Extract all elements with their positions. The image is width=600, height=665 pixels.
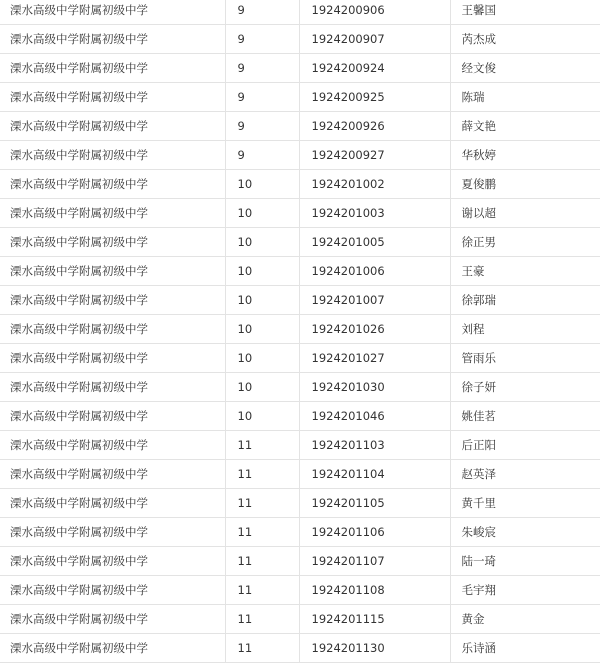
class-cell: 10 (225, 257, 299, 286)
table-row (0, 518, 600, 547)
table-row (0, 431, 600, 460)
table-row (0, 605, 600, 634)
school-cell: 溧水高级中学附属初级中学 (0, 83, 225, 112)
student-id-cell: 1924201108 (299, 576, 450, 605)
school-cell: 溧水高级中学附属初级中学 (0, 0, 225, 25)
school-cell: 溧水高级中学附属初级中学 (0, 576, 225, 605)
student-id-cell: 1924201027 (299, 344, 450, 373)
table-row (0, 141, 600, 170)
class-cell: 10 (225, 170, 299, 199)
school-cell: 溧水高级中学附属初级中学 (0, 460, 225, 489)
student-name-cell: 陈瑞 (450, 83, 600, 112)
class-cell: 11 (225, 431, 299, 460)
table-row (0, 634, 600, 663)
class-cell: 10 (225, 315, 299, 344)
student-id-cell: 1924200924 (299, 54, 450, 83)
class-cell: 11 (225, 576, 299, 605)
student-name-cell: 徐郭瑞 (450, 286, 600, 315)
class-cell: 10 (225, 402, 299, 431)
student-name-cell: 徐子妍 (450, 373, 600, 402)
class-cell: 10 (225, 344, 299, 373)
student-id-cell: 1924201006 (299, 257, 450, 286)
student-id-cell: 1924201002 (299, 170, 450, 199)
table-row (0, 373, 600, 402)
class-cell: 9 (225, 25, 299, 54)
student-name-cell: 薛文艳 (450, 112, 600, 141)
class-cell: 9 (225, 141, 299, 170)
table-row (0, 489, 600, 518)
table-row (0, 344, 600, 373)
table-row (0, 257, 600, 286)
school-cell: 溧水高级中学附属初级中学 (0, 344, 225, 373)
table-row (0, 576, 600, 605)
class-cell: 9 (225, 0, 299, 25)
school-cell: 溧水高级中学附属初级中学 (0, 373, 225, 402)
class-cell: 11 (225, 460, 299, 489)
school-cell: 溧水高级中学附属初级中学 (0, 228, 225, 257)
class-cell: 9 (225, 83, 299, 112)
table-row (0, 25, 600, 54)
school-cell: 溧水高级中学附属初级中学 (0, 518, 225, 547)
school-cell: 溧水高级中学附属初级中学 (0, 489, 225, 518)
table-row (0, 547, 600, 576)
class-cell: 11 (225, 518, 299, 547)
school-cell: 溧水高级中学附属初级中学 (0, 286, 225, 315)
class-cell: 11 (225, 634, 299, 663)
table-row (0, 83, 600, 112)
student-name-cell: 毛宇翔 (450, 576, 600, 605)
table-row (0, 112, 600, 141)
student-name-cell: 赵英泽 (450, 460, 600, 489)
student-name-cell: 姚佳茗 (450, 402, 600, 431)
school-cell: 溧水高级中学附属初级中学 (0, 54, 225, 83)
student-name-cell: 陆一琦 (450, 547, 600, 576)
school-cell: 溧水高级中学附属初级中学 (0, 431, 225, 460)
student-id-cell: 1924200927 (299, 141, 450, 170)
student-name-cell: 王馨国 (450, 0, 600, 25)
school-cell: 溧水高级中学附属初级中学 (0, 402, 225, 431)
table-row (0, 402, 600, 431)
student-id-cell: 1924201103 (299, 431, 450, 460)
school-cell: 溧水高级中学附属初级中学 (0, 170, 225, 199)
class-cell: 10 (225, 199, 299, 228)
table-row (0, 54, 600, 83)
table-row (0, 228, 600, 257)
student-id-cell: 1924201104 (299, 460, 450, 489)
school-cell: 溧水高级中学附属初级中学 (0, 315, 225, 344)
student-name-cell: 刘程 (450, 315, 600, 344)
class-cell: 9 (225, 54, 299, 83)
student-id-cell: 1924200907 (299, 25, 450, 54)
table-row (0, 286, 600, 315)
student-name-cell: 朱峻宸 (450, 518, 600, 547)
student-id-cell: 1924200925 (299, 83, 450, 112)
table-row (0, 170, 600, 199)
class-cell: 11 (225, 605, 299, 634)
student-name-cell: 徐正男 (450, 228, 600, 257)
class-cell: 11 (225, 547, 299, 576)
student-id-cell: 1924201003 (299, 199, 450, 228)
student-name-cell: 夏俊鹏 (450, 170, 600, 199)
class-cell: 10 (225, 286, 299, 315)
student-id-cell: 1924201005 (299, 228, 450, 257)
student-id-cell: 1924201026 (299, 315, 450, 344)
student-name-cell: 王豪 (450, 257, 600, 286)
table-row (0, 315, 600, 344)
student-id-cell: 1924201115 (299, 605, 450, 634)
school-cell: 溧水高级中学附属初级中学 (0, 112, 225, 141)
student-name-cell: 乐诗涵 (450, 634, 600, 663)
student-id-cell: 1924201046 (299, 402, 450, 431)
student-name-cell: 后正阳 (450, 431, 600, 460)
student-id-cell: 1924201007 (299, 286, 450, 315)
student-name-cell: 华秋婷 (450, 141, 600, 170)
table-row (0, 0, 600, 25)
student-id-cell: 1924200906 (299, 0, 450, 25)
table-row (0, 199, 600, 228)
student-id-cell: 1924201106 (299, 518, 450, 547)
student-id-cell: 1924201107 (299, 547, 450, 576)
student-name-cell: 管雨乐 (450, 344, 600, 373)
school-cell: 溧水高级中学附属初级中学 (0, 547, 225, 576)
school-cell: 溧水高级中学附属初级中学 (0, 199, 225, 228)
student-id-cell: 1924201130 (299, 634, 450, 663)
student-name-cell: 芮杰成 (450, 25, 600, 54)
student-name-cell: 谢以超 (450, 199, 600, 228)
student-id-cell: 1924200926 (299, 112, 450, 141)
class-cell: 10 (225, 228, 299, 257)
school-cell: 溧水高级中学附属初级中学 (0, 141, 225, 170)
student-id-cell: 1924201105 (299, 489, 450, 518)
student-id-cell: 1924201030 (299, 373, 450, 402)
school-cell: 溧水高级中学附属初级中学 (0, 25, 225, 54)
table-row (0, 460, 600, 489)
student-name-cell: 黄金 (450, 605, 600, 634)
school-cell: 溧水高级中学附属初级中学 (0, 634, 225, 663)
class-cell: 9 (225, 112, 299, 141)
school-cell: 溧水高级中学附属初级中学 (0, 605, 225, 634)
school-cell: 溧水高级中学附属初级中学 (0, 257, 225, 286)
class-cell: 10 (225, 373, 299, 402)
class-cell: 11 (225, 489, 299, 518)
student-name-cell: 黄千里 (450, 489, 600, 518)
student-name-cell: 经文俊 (450, 54, 600, 83)
